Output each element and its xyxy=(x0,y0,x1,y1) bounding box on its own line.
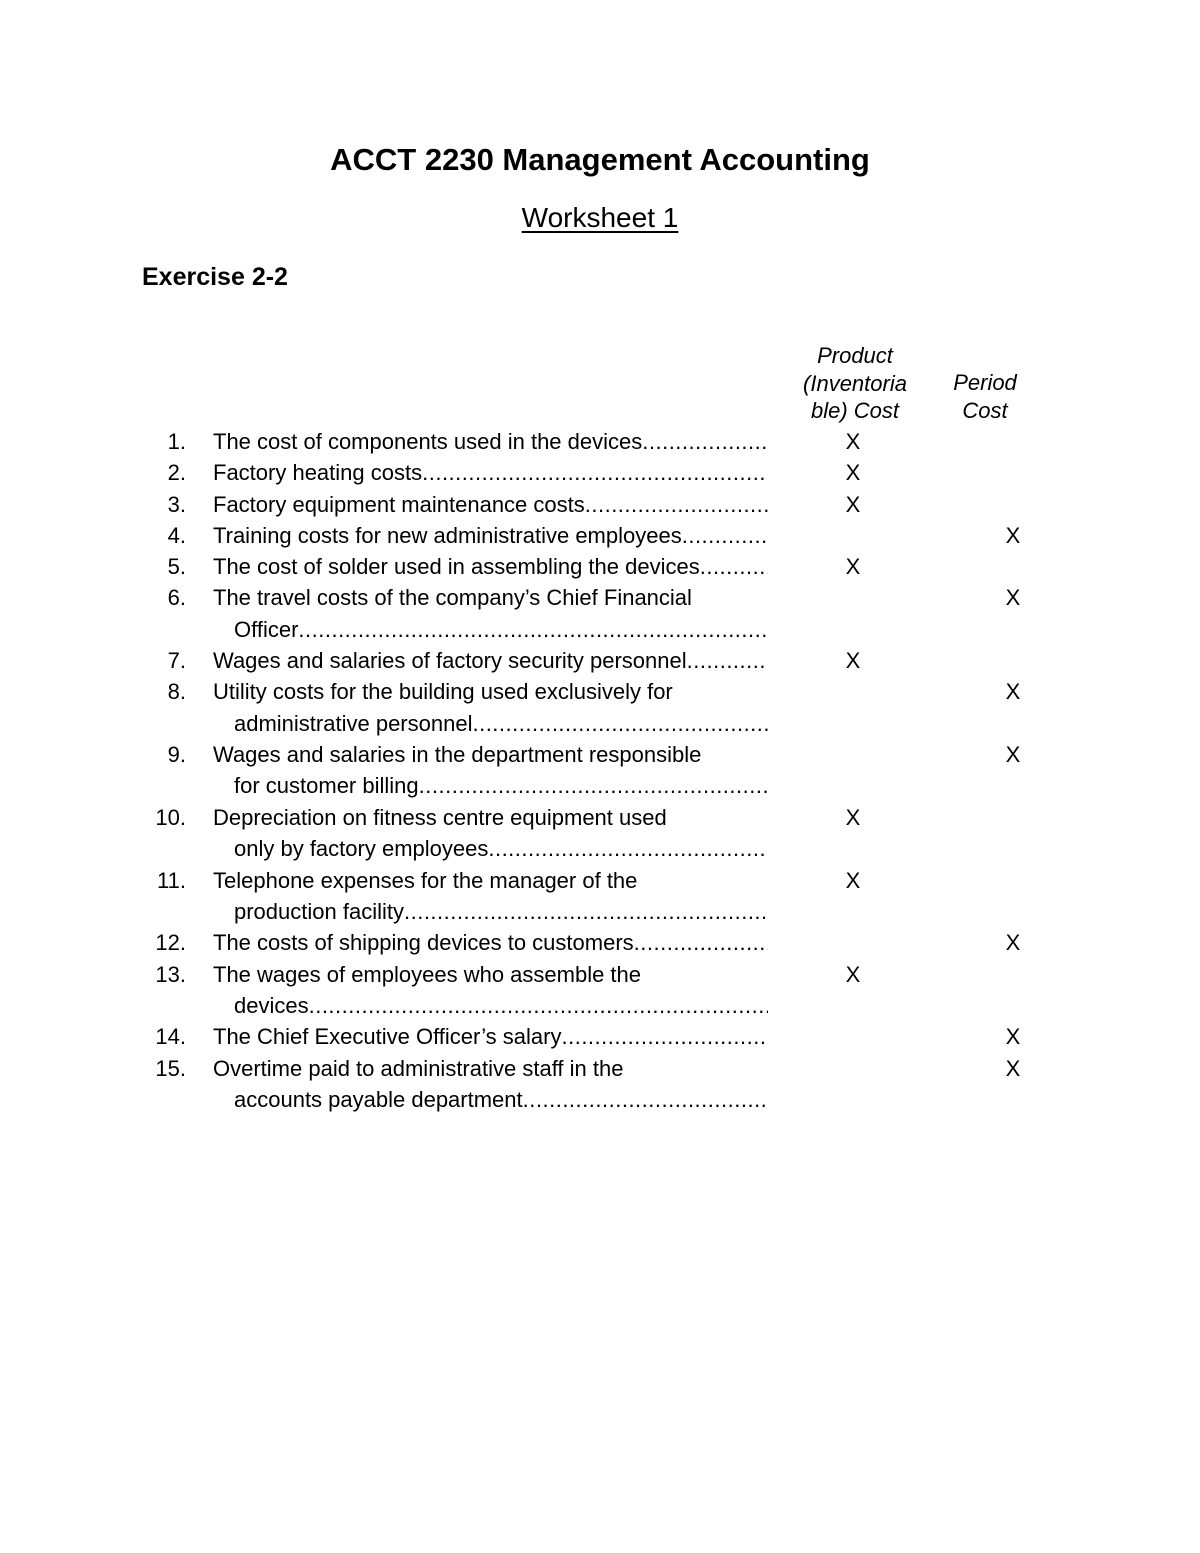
period-cost-mark: X xyxy=(1005,742,1021,768)
item-description xyxy=(213,959,768,1022)
product-cost-mark: X xyxy=(845,804,861,830)
item-number: 3. xyxy=(167,491,186,517)
item-text: The Chief Executive Officer’s salary xyxy=(213,1024,562,1050)
period-cost-mark: X xyxy=(1005,1024,1021,1050)
list-item xyxy=(0,426,1200,457)
period-cost-mark: X xyxy=(1005,930,1021,956)
item-text: The travel costs of the company’s Chief Financial xyxy=(213,585,692,611)
item-text: Telephone expenses for the manager of the xyxy=(213,867,638,893)
product-cost-mark: X xyxy=(845,648,861,674)
item-description xyxy=(213,582,768,645)
dot-leader xyxy=(472,708,768,739)
item-text-continued: accounts payable department xyxy=(234,1086,523,1112)
column-header-line: ble) Cost xyxy=(810,398,900,423)
item-text: Factory equipment maintenance costs xyxy=(213,491,585,517)
item-text: Utility costs for the building used exclusively for xyxy=(213,679,673,705)
item-text: The costs of shipping devices to customers xyxy=(213,930,634,956)
item-number: 15. xyxy=(155,1055,186,1081)
item-description xyxy=(213,802,768,865)
item-description xyxy=(213,676,768,739)
item-text-continued: administrative personnel xyxy=(234,710,473,736)
item-description xyxy=(213,865,768,928)
list-item xyxy=(0,959,1200,1022)
item-text-continued: for customer billing xyxy=(234,773,419,799)
item-number: 8. xyxy=(167,679,186,705)
column-header-product-cost xyxy=(790,342,920,425)
list-item xyxy=(0,645,1200,676)
period-cost-mark: X xyxy=(1005,1055,1021,1081)
item-number: 1. xyxy=(167,429,186,454)
dot-leader xyxy=(523,1084,768,1115)
item-number: 4. xyxy=(167,522,186,548)
item-description xyxy=(213,739,768,802)
period-cost-mark: X xyxy=(1005,585,1021,611)
item-text: The wages of employees who assemble the xyxy=(213,961,642,987)
item-description xyxy=(213,520,768,551)
item-description xyxy=(213,426,768,457)
item-text-continued: devices xyxy=(234,992,309,1018)
cost-classification-list xyxy=(0,426,1200,1115)
list-item xyxy=(0,1021,1200,1052)
item-description xyxy=(213,489,768,520)
list-item xyxy=(0,1053,1200,1116)
product-cost-mark: X xyxy=(845,554,861,580)
item-text: The cost of components used in the devices xyxy=(213,429,643,454)
item-number: 10. xyxy=(155,804,186,830)
item-text: Wages and salaries of factory security personnel xyxy=(213,648,687,674)
product-cost-mark: X xyxy=(845,867,861,893)
list-item xyxy=(0,582,1200,645)
list-item xyxy=(0,457,1200,488)
dot-leader xyxy=(634,927,768,958)
dot-leader xyxy=(309,990,768,1021)
item-text: Factory heating costs xyxy=(213,460,423,486)
product-cost-mark: X xyxy=(845,961,861,987)
list-item xyxy=(0,489,1200,520)
item-number: 12. xyxy=(155,930,186,956)
item-number: 2. xyxy=(167,460,186,486)
column-header-period-cost xyxy=(930,369,1040,424)
column-header-line: Cost xyxy=(962,397,1008,423)
dot-leader xyxy=(642,426,768,457)
item-description xyxy=(213,1021,768,1052)
list-item xyxy=(0,802,1200,865)
worksheet-heading xyxy=(0,200,1200,236)
dot-leader xyxy=(488,833,768,864)
item-text: The cost of solder used in assembling the devices xyxy=(213,554,700,580)
column-header-line: Product xyxy=(817,343,893,368)
dot-leader xyxy=(404,896,768,927)
list-item xyxy=(0,739,1200,802)
item-text: Overtime paid to administrative staff in the xyxy=(213,1055,624,1081)
item-number: 13. xyxy=(155,961,186,987)
list-item xyxy=(0,520,1200,551)
item-number: 14. xyxy=(155,1024,186,1050)
item-text-continued: only by factory employees xyxy=(234,836,489,862)
dot-leader xyxy=(298,614,768,645)
exercise-heading: Exercise 2-2 xyxy=(142,263,288,291)
column-header-line: Period xyxy=(953,370,1017,395)
item-text: Wages and salaries in the department responsible xyxy=(213,742,702,768)
period-cost-mark: X xyxy=(1005,679,1021,705)
list-item xyxy=(0,551,1200,582)
item-description xyxy=(213,457,768,488)
item-text-continued: production facility xyxy=(234,898,404,924)
item-description xyxy=(213,551,768,582)
dot-leader xyxy=(585,489,768,520)
dot-leader xyxy=(419,770,768,801)
dot-leader xyxy=(682,520,768,551)
worksheet-heading-text: Worksheet 1 xyxy=(521,202,679,233)
item-description xyxy=(213,1053,768,1116)
product-cost-mark: X xyxy=(845,460,861,486)
list-item xyxy=(0,676,1200,739)
column-header-line: (Inventoria xyxy=(803,370,907,396)
item-text-continued: Officer xyxy=(234,616,299,642)
document-title: ACCT 2230 Management Accounting xyxy=(330,142,870,177)
item-description xyxy=(213,645,768,676)
item-text: Depreciation on fitness centre equipment used xyxy=(213,804,667,830)
period-cost-mark: X xyxy=(1005,522,1021,548)
list-item xyxy=(0,927,1200,958)
list-item xyxy=(0,865,1200,928)
item-description xyxy=(213,927,768,958)
item-number: 5. xyxy=(167,554,186,580)
item-number: 11. xyxy=(157,867,186,893)
item-number: 9. xyxy=(167,742,186,768)
item-number: 7. xyxy=(167,648,186,674)
dot-leader xyxy=(561,1021,768,1052)
item-text: Training costs for new administrative employees xyxy=(213,522,682,548)
dot-leader xyxy=(422,457,768,488)
product-cost-mark: X xyxy=(845,491,861,517)
item-number: 6. xyxy=(167,585,186,611)
dot-leader xyxy=(700,551,768,582)
dot-leader xyxy=(687,645,768,676)
product-cost-mark: X xyxy=(845,429,861,454)
